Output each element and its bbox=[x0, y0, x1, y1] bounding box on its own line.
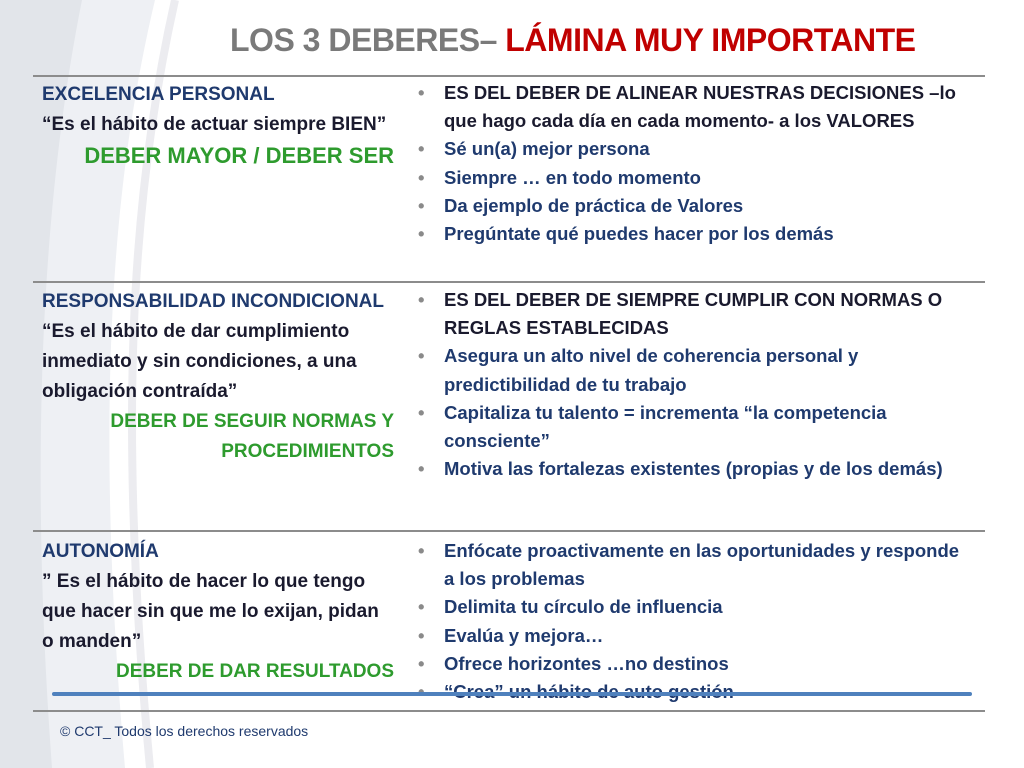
bullet-item: • ES DEL DEBER DE SIEMPRE CUMPLIR CON NORMAS O REGLAS ESTABLECIDAS bbox=[414, 286, 974, 342]
row-label: AUTONOMÍA bbox=[42, 541, 159, 562]
row-quote: ” Es el hábito de hacer lo que tengo que hacer sin que me lo exijan, pidan o manden” bbox=[42, 571, 379, 652]
bullet-item: • ES DEL DEBER DE ALINEAR NUESTRAS DECISIONES –lo que hago cada día en cada momento- a los VALORES bbox=[414, 79, 974, 135]
bullet-item: • Capitaliza tu talento = incrementa “la competencia consciente” bbox=[414, 399, 974, 455]
row-duty: DEBER DE SEGUIR NORMAS Y PROCEDIMIENTOS bbox=[110, 411, 394, 462]
row-excelencia-left bbox=[42, 80, 394, 171]
bullet-item: • Da ejemplo de práctica de Valores bbox=[414, 192, 974, 220]
bullet-item: • Enfócate proactivamente en las oportunidades y responde a los problemas bbox=[414, 537, 974, 593]
row-autonomia-left bbox=[42, 537, 394, 687]
title-main: LOS 3 DEBERES– bbox=[230, 22, 497, 58]
copyright-footer: © CCT_ Todos los derechos reservados bbox=[60, 723, 309, 739]
table-rule-top bbox=[33, 75, 985, 77]
bullet-item: • Ofrece horizontes …no destinos bbox=[414, 650, 974, 678]
slide-title bbox=[230, 22, 915, 59]
row-responsabilidad-bullets bbox=[414, 286, 974, 483]
bullet-item: • Evalúa y mejora… bbox=[414, 622, 974, 650]
table-rule-2 bbox=[33, 530, 985, 532]
bullet-item: • Sé un(a) mejor persona bbox=[414, 135, 974, 163]
row-autonomia-bullets bbox=[414, 537, 974, 706]
bullet-item: • Siempre … en todo momento bbox=[414, 164, 974, 192]
row-duty: DEBER MAYOR / DEBER SER bbox=[84, 143, 394, 168]
bullet-item: • Asegura un alto nivel de coherencia personal y predictibilidad de tu trabajo bbox=[414, 342, 974, 398]
row-label: RESPONSABILIDAD INCONDICIONAL bbox=[42, 291, 385, 312]
row-label: EXCELENCIA PERSONAL bbox=[42, 84, 275, 105]
row-duty: DEBER DE DAR RESULTADOS bbox=[116, 661, 394, 682]
bullet-item: • Motiva las fortalezas existentes (propias y de los demás) bbox=[414, 455, 974, 483]
table-rule-bottom bbox=[33, 710, 985, 712]
row-quote: “Es el hábito de actuar siempre BIEN” bbox=[42, 114, 387, 135]
row-excelencia-bullets bbox=[414, 79, 974, 248]
row-quote: “Es el hábito de dar cumplimiento inmediato y sin condiciones, a una obligación contraída” bbox=[42, 321, 357, 402]
row-responsabilidad-left bbox=[42, 287, 394, 467]
bullet-item: • Delimita tu círculo de influencia bbox=[414, 593, 974, 621]
title-emphasis: LÁMINA MUY IMPORTANTE bbox=[496, 22, 916, 58]
bullet-item: • Pregúntate qué puedes hacer por los demás bbox=[414, 220, 974, 248]
table-rule-1 bbox=[33, 281, 985, 283]
accent-underline bbox=[52, 692, 972, 696]
